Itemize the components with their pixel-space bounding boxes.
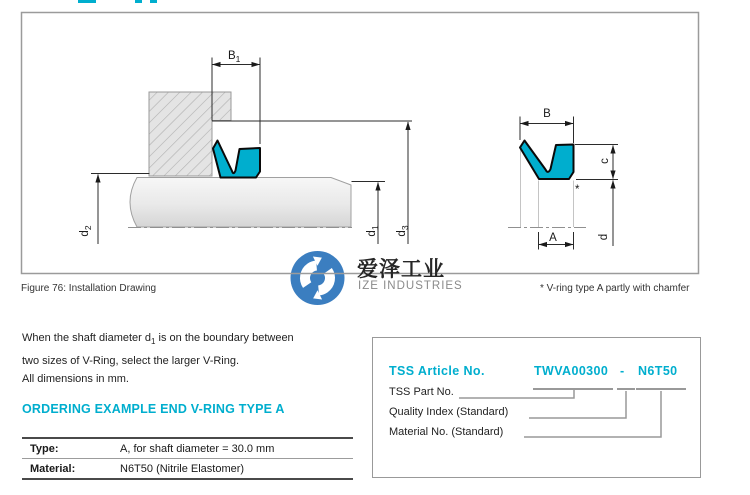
selection-notes	[22, 329, 352, 389]
article-title: TSS Article No.	[389, 364, 485, 378]
dimension-A	[539, 232, 574, 250]
dimension-c	[575, 145, 618, 180]
label-d: d	[598, 233, 610, 241]
callout-part-no: TSS Part No.	[389, 386, 454, 398]
label-c: c	[599, 158, 611, 164]
table-row	[22, 458, 353, 478]
article-number-box	[372, 337, 701, 478]
v-ring-seal-installed	[213, 141, 260, 178]
chamfer-footnote: * V-ring type A partly with chamfer	[540, 283, 690, 294]
logo-chinese-name: 爱泽工业	[357, 258, 445, 281]
note-line1: When the shaft diameter $d_1$ is on the boundary between	[22, 332, 294, 347]
v-ring-seal-section	[520, 141, 574, 180]
note-line2: two sizes of V-Ring, select the larger V-Ring.	[22, 354, 240, 367]
table-row	[22, 439, 353, 458]
article-dash: -	[620, 364, 625, 378]
material-no-underline	[636, 388, 686, 390]
dimension-d	[598, 180, 616, 246]
note-line3: All dimensions in mm.	[22, 373, 129, 386]
row-label: Type:	[30, 442, 59, 455]
shaft	[130, 178, 351, 228]
ordering-table	[22, 437, 353, 480]
figure-frame	[22, 13, 699, 274]
dimension-B	[520, 108, 574, 143]
part-no-underline	[533, 388, 613, 390]
dash-underline	[617, 388, 635, 390]
label-B: B	[543, 108, 551, 120]
article-material-no: N6T50	[638, 364, 678, 378]
callout-material-no: Material No. (Standard)	[389, 426, 504, 438]
label-d3: $d_3$	[396, 225, 410, 237]
label-B1: $B_1$	[228, 50, 241, 64]
figure-caption: Figure 76: Installation Drawing	[21, 283, 157, 294]
row-value: N6T50 (Nitrile Elastomer)	[120, 462, 245, 475]
article-part-no: TWVA00300	[534, 364, 609, 378]
dimension-d1	[352, 182, 386, 245]
logo-english-name: IZE INDUSTRIES	[358, 280, 463, 292]
label-d1: $d_1$	[366, 225, 380, 237]
ordering-heading: ORDERING EXAMPLE END V-RING TYPE A	[22, 402, 285, 416]
label-asterisk: *	[575, 184, 580, 196]
dimension-d3	[396, 122, 411, 245]
row-value: A, for shaft diameter = 30.0 mm	[120, 442, 275, 455]
callout-quality-index: Quality Index (Standard)	[389, 406, 509, 418]
label-d2: $d_2$	[79, 225, 93, 237]
row-label: Material:	[30, 462, 76, 475]
label-A: A	[549, 232, 557, 244]
